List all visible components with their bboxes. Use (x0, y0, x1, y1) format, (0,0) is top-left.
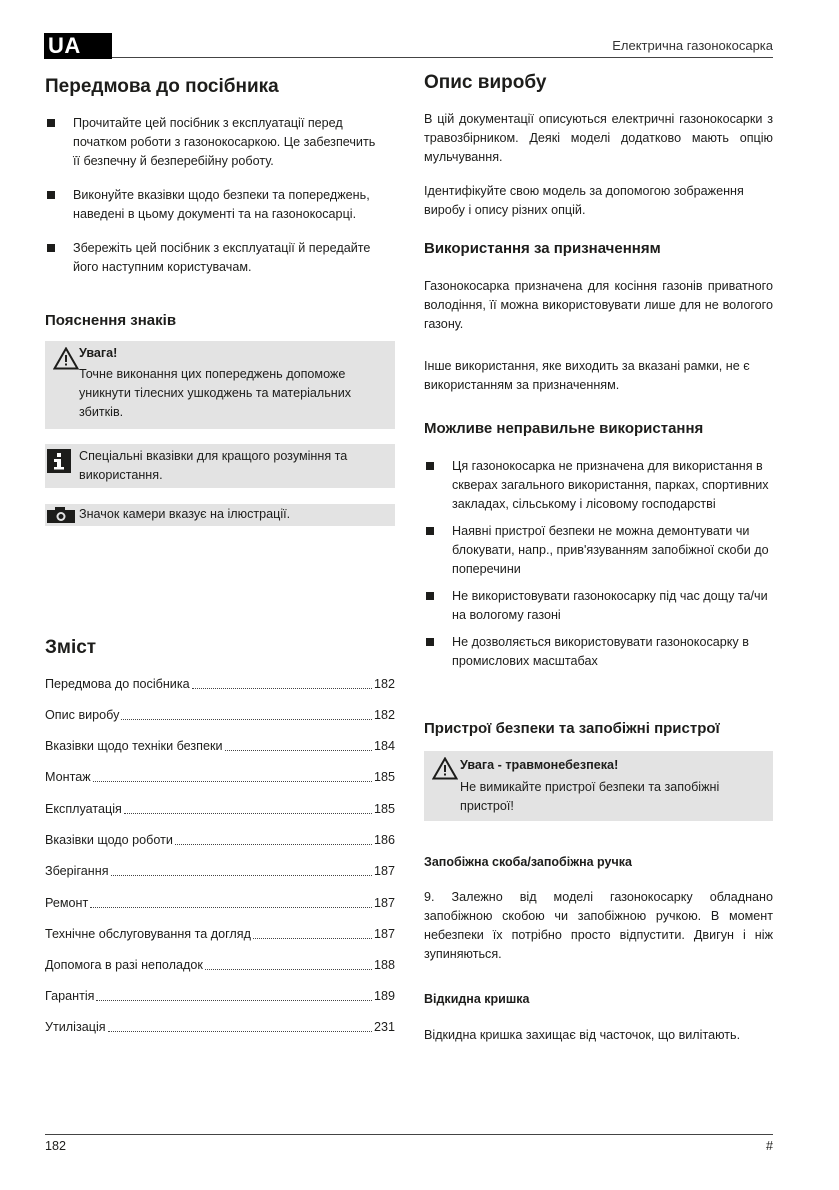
warning-icon (432, 757, 458, 780)
safety-warning-notice (424, 751, 773, 821)
toc-entry[interactable] (45, 987, 395, 1006)
toc-entry-title: Зберігання (45, 864, 109, 878)
safety-warning-text: Не вимикайте пристрої безпеки та запобіжні пристрої! (460, 780, 720, 813)
toc-entry-page: 185 (373, 802, 395, 816)
toc-entry[interactable] (45, 706, 395, 725)
signs-title: Пояснення знаків (45, 312, 177, 329)
toc-entry-title: Утилізація (45, 1020, 106, 1034)
warning-notice (45, 341, 395, 429)
toc-entry-page: 182 (373, 677, 395, 691)
toc-entry-title: Вказівки щодо роботи (45, 833, 173, 847)
list-item: Не дозволяється використовувати газонокосарку в промислових масштабах (424, 633, 773, 671)
toc-leader (192, 675, 372, 689)
intended-use-paragraph-2: Інше використання, яке виходить за вказані рамки, не є використанням за призначенням. (424, 359, 750, 392)
toc-entry-page: 182 (373, 708, 395, 722)
toc-leader (225, 737, 372, 751)
toc-entry-page: 187 (373, 864, 395, 878)
language-badge: UA (44, 33, 112, 59)
foreword-title: Передмова до посібника (45, 76, 279, 97)
toc-leader (175, 831, 372, 845)
list-item: Ця газонокосарка не призначена для використання в скверах загального використання, парках, спортивних закладах, сільському і лісовому господарстві (424, 457, 773, 514)
footer-rule (45, 1134, 773, 1135)
toc-entry-title: Передмова до посібника (45, 677, 190, 691)
toc-entry-title: Опис виробу (45, 708, 120, 722)
info-text: Спеціальні вказівки для кращого розуміння та використання. (79, 449, 348, 482)
warning-text: Точне виконання цих попереджень допоможе уникнути тілесних ушкоджень та матеріальних збитків. (79, 367, 352, 419)
toc-entry-title: Експлуатація (45, 802, 122, 816)
toc-leader (93, 768, 372, 782)
list-item: Збережіть цей посібник з експлуатації й передайте його наступним користувачам. (45, 239, 380, 277)
misuse-list (424, 457, 773, 671)
flap-paragraph: Відкидна кришка захищає від часточок, що вилітають. (424, 1028, 741, 1042)
product-paragraph-1: В цій документації описуються електричні газонокосарки з травозбірником. Деякі моделі додатково мають опцію мульчування. (424, 112, 773, 164)
toc-leader (205, 956, 372, 970)
toc-entry-page: 231 (373, 1020, 395, 1034)
header-rule (112, 57, 773, 58)
toc-entry[interactable] (45, 862, 395, 881)
toc-entry-page: 187 (373, 896, 395, 910)
toc-leader (111, 862, 372, 876)
toc-entry-page: 189 (373, 989, 395, 1003)
toc-title: Зміст (45, 637, 97, 658)
toc-entry[interactable] (45, 800, 395, 819)
toc-entry[interactable] (45, 925, 395, 944)
info-notice (45, 444, 395, 488)
safety-devices-title: Пристрої безпеки та запобіжні пристрої (424, 720, 720, 737)
intended-use-title: Використання за призначенням (424, 240, 661, 257)
toc-entry[interactable] (45, 768, 395, 787)
toc-entry-page: 186 (373, 833, 395, 847)
toc-entry[interactable] (45, 894, 395, 913)
toc-entry[interactable] (45, 675, 395, 694)
toc-entry-page: 185 (373, 770, 395, 784)
foreword-list (45, 114, 380, 277)
toc-entry-title: Ремонт (45, 896, 89, 910)
safety-warning-title: Увага - травмонебезпека! (460, 758, 619, 772)
toc-entry-title: Гарантія (45, 989, 95, 1003)
toc-entry[interactable] (45, 737, 395, 756)
toc-entry-page: 187 (373, 927, 395, 941)
bail-title: Запобіжна скоба/запобіжна ручка (424, 855, 632, 869)
toc-leader (108, 1018, 372, 1032)
camera-icon (47, 507, 75, 523)
toc-leader (90, 894, 372, 908)
list-item: Прочитайте цей посібник з експлуатації перед початком роботи з газонокосаркою. Це забезпечить її безпечну й безперебійну роботу. (45, 114, 380, 171)
bail-paragraph: 9. Залежно від моделі газонокосарку обладнано запобіжною скобою чи запобіжною ручкою. В момент небезпеки їх потрібно просто відпустити. Двигун і ніж зупиняються. (424, 890, 773, 961)
toc-entry-page: 188 (373, 958, 395, 972)
toc-entry[interactable] (45, 831, 395, 850)
toc-entry-title: Технічне обслуговування та догляд (45, 927, 251, 941)
misuse-title: Можливе неправильне використання (424, 420, 704, 437)
toc-leader (253, 925, 372, 939)
info-icon (47, 449, 71, 473)
toc-leader (124, 800, 372, 814)
toc-leader (121, 706, 372, 720)
warning-icon (53, 347, 79, 370)
product-title: Опис виробу (424, 72, 547, 93)
list-item: Виконуйте вказівки щодо безпеки та попереджень, наведені в цьому документі та на газонокосарці. (45, 186, 380, 224)
page-number: 182 (45, 1139, 67, 1153)
intended-use-paragraph-1: Газонокосарка призначена для косіння газонів приватного володіння, її можна використовувати лише для не вологого газону. (424, 279, 773, 331)
camera-text: Значок камери вказує на ілюстрації. (79, 507, 291, 521)
toc-entry-title: Вказівки щодо техніки безпеки (45, 739, 223, 753)
footer-hash: # (765, 1139, 773, 1153)
toc-leader (96, 987, 372, 1001)
list-item: Наявні пристрої безпеки не можна демонтувати чи блокувати, напр., прив'язуванням запобіжної скоби до поперечини (424, 522, 773, 579)
toc-entry-page: 184 (373, 739, 395, 753)
flap-title: Відкидна кришка (424, 992, 530, 1006)
product-paragraph-2: Ідентифікуйте свою модель за допомогою зображення виробу і опису різних опцій. (424, 184, 744, 217)
toc-entry-title: Допомога в разі неполадок (45, 958, 203, 972)
warning-title: Увага! (79, 346, 118, 360)
header-title: Електрична газонокосарка (612, 38, 773, 53)
toc-entry[interactable] (45, 1018, 395, 1037)
list-item: Не використовувати газонокосарку під час дощу та/чи на вологому газоні (424, 587, 773, 625)
camera-notice (45, 504, 395, 526)
toc-entry[interactable] (45, 956, 395, 975)
toc-entry-title: Монтаж (45, 770, 91, 784)
